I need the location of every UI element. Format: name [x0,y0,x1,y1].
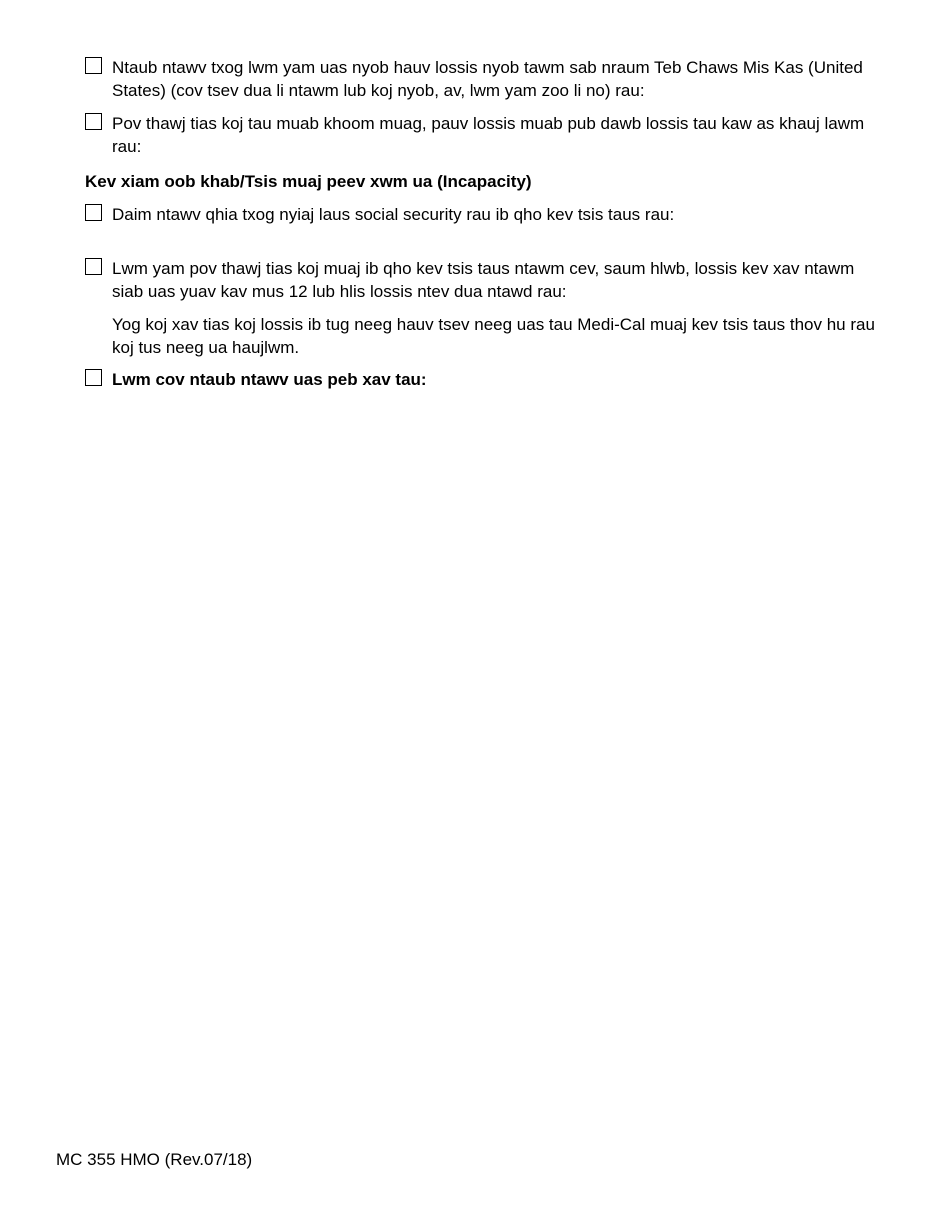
checklist-item-label: Daim ntawv qhia txog nyiaj laus social security rau ib qho kev tsis taus rau: [112,205,675,224]
checkbox-sold-property[interactable] [85,113,102,130]
checklist-item-property [85,56,885,102]
checkbox-social-security[interactable] [85,204,102,221]
checkbox-property[interactable] [85,57,102,74]
checkbox-other[interactable] [85,369,102,386]
form-number-footer: MC 355 HMO (Rev.07/18) [56,1150,253,1169]
checklist-item-disability-proof [85,257,885,303]
checklist-item-sold-property [85,112,885,158]
checklist-item-social-security [85,203,885,226]
disability-note: Yog koj xav tias koj lossis ib tug neeg hauv tsev neeg uas tau Medi-Cal muaj kev tsis taus thov hu rau koj tus neeg ua haujlwm. [112,315,875,357]
checklist-item-label: Lwm yam pov thawj tias koj muaj ib qho kev tsis taus ntawm cev, saum hlwb, lossis kev xav ntawm siab uas yuav kav mus 12 lub hlis lossis ntev dua ntawd rau: [112,259,855,301]
section-heading-incapacity: Kev xiam oob khab/Tsis muaj peev xwm ua (Incapacity) [85,172,532,191]
checklist-item-label: Ntaub ntawv txog lwm yam uas nyob hauv lossis nyob tawm sab nraum Teb Chaws Mis Kas (United States) (cov tsev dua li ntawm lub koj nyob, av, lwm yam zoo li no) rau: [112,58,863,100]
checklist-item-label: Pov thawj tias koj tau muab khoom muag, pauv lossis muab pub dawb lossis tau kaw as khauj lawm rau: [112,114,865,156]
checkbox-disability-proof[interactable] [85,258,102,275]
checklist-item-label: Lwm cov ntaub ntawv uas peb xav tau: [112,370,427,389]
checklist-item-other [85,368,885,391]
